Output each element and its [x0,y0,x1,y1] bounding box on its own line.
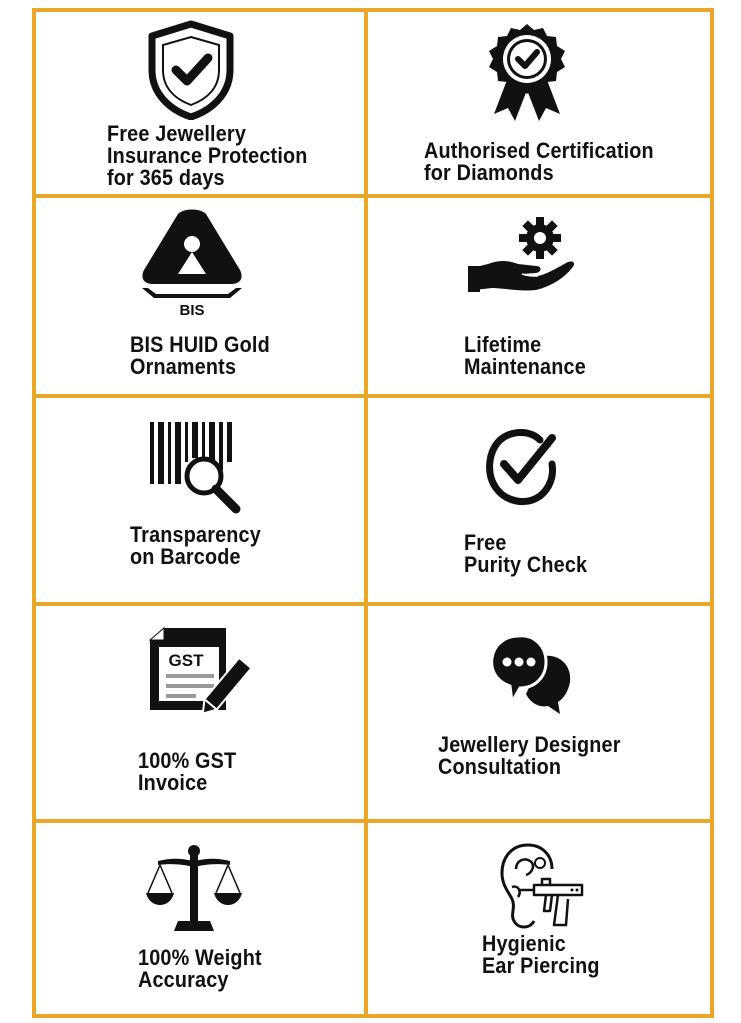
certified-badge-icon [482,22,572,122]
gst-invoice-icon [146,626,256,722]
feature-label-insurance [107,123,308,189]
feature-card-purity [368,398,710,602]
feature-line: Hygienic [482,931,566,956]
feature-line: Consultation [438,754,562,779]
feature-line: Purity Check [464,552,588,577]
feature-line: on Barcode [130,544,241,569]
barcode-magnifier-icon [146,418,246,514]
feature-label-consultation [438,734,621,778]
feature-label-weight [138,947,262,991]
feature-card-certification [368,12,710,194]
feature-line: Ear Piercing [482,953,600,978]
feature-card-weight [36,823,364,1014]
ear-piercing-gun-icon [498,839,588,931]
feature-line: Transparency [130,522,261,547]
feature-line: Accuracy [138,967,229,992]
feature-line: for Diamonds [424,160,554,185]
feature-card-consultation [368,606,710,819]
feature-line: Maintenance [464,354,586,379]
feature-label-bis-huid [130,334,270,378]
feature-label-piercing [482,933,600,977]
feature-line: for 365 days [107,165,225,190]
feature-line: Insurance Protection [107,143,308,168]
feature-label-purity [464,532,587,576]
feature-line: Lifetime [464,332,542,357]
feature-card-gst [36,606,364,819]
grid-line-bottom [32,1014,714,1018]
bis-logo-icon [136,208,248,318]
feature-card-insurance [36,12,364,194]
feature-line: Free [464,530,507,555]
feature-line: Jewellery Designer [438,732,621,757]
feature-line: Free Jewellery [107,121,247,146]
shield-check-icon [146,20,236,120]
feature-label-barcode [130,524,261,568]
feature-card-barcode [36,398,364,602]
grid-line-right [710,8,714,1018]
feature-label-maintenance [464,334,586,378]
feature-line: BIS HUID Gold [130,332,270,357]
balance-scale-icon [144,843,244,933]
feature-card-piercing [368,823,710,1014]
feature-card-bis-huid [36,198,364,394]
feature-label-certification [424,140,654,184]
feature-label-gst [138,750,236,794]
bis-logo-text: BIS [179,302,205,318]
feature-line: Authorised Certification [424,138,654,163]
gst-icon-text: GST [168,651,204,670]
feature-line: 100% GST [138,748,237,773]
chat-bubbles-icon [488,630,574,716]
features-grid [32,8,714,1018]
circle-check-icon [482,424,562,508]
feature-line: Invoice [138,770,208,795]
feature-card-maintenance [368,198,710,394]
hand-gear-icon [468,206,580,300]
feature-line: 100% Weight [138,945,262,970]
feature-line: Ornaments [130,354,237,379]
